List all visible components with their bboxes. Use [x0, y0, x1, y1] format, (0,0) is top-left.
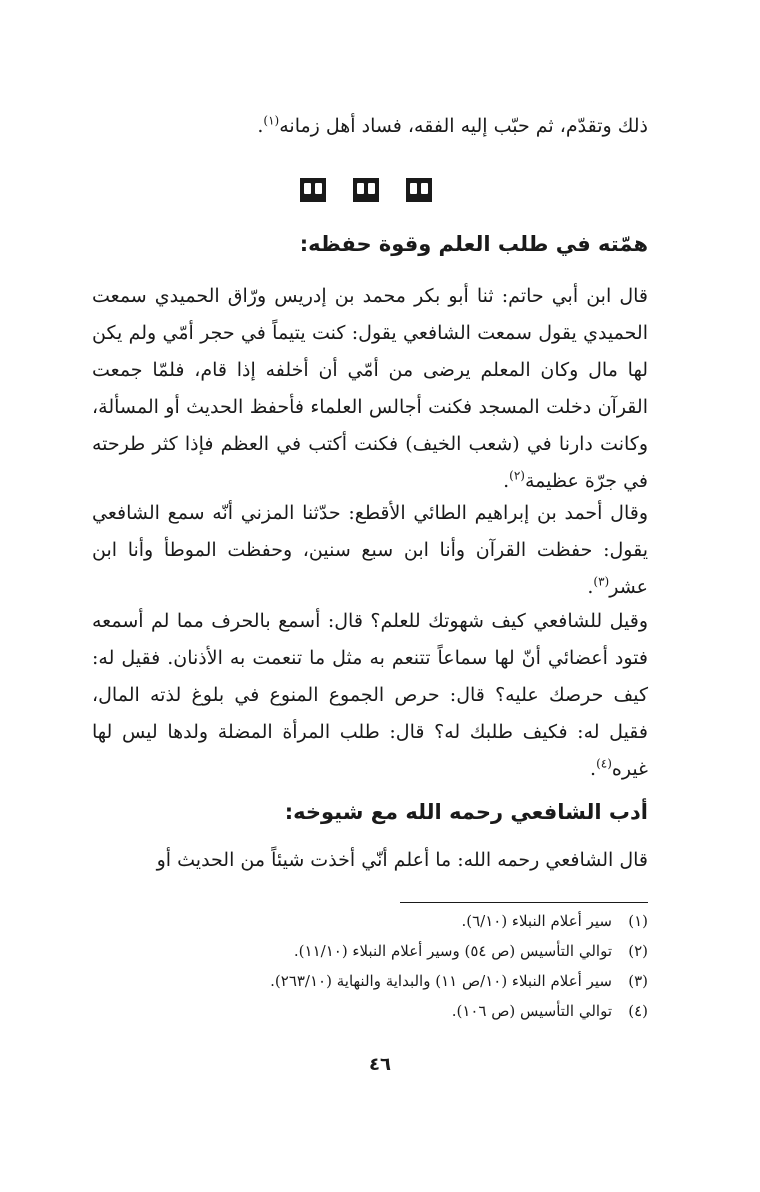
intro-text: ذلك وتقدّم، ثم حبّب إليه الفقه، فساد أهل زمانه [279, 115, 648, 137]
page-number: ٤٦ [369, 1054, 391, 1075]
footnote-item [92, 996, 648, 1026]
footnotes [92, 906, 648, 1026]
paragraph-hafiz-memory [92, 278, 648, 500]
paragraph-desire-for-knowledge [92, 603, 648, 788]
paragraph-text: وقيل للشافعي كيف شهوتك للعلم؟ قال: أسمع بالحرف مما لم أسمعه فتود أعضائي أنّ لها سماعاً تتنعم به مثل ما تنعمت به الأذنان. فقيل له: كيف حرصك عليه؟ قال: حرص الجموع المنوع في بلوغ لذته المال، فقيل له: فكيف طلبك له؟ قال: طلب المرأة المضلة ولدها ليس لها غيره [92, 610, 648, 780]
footnote-number: (١) [628, 912, 648, 930]
footnote-text: توالي التأسيس (ص ٥٤) وسير أعلام النبلاء (١١/١٠). [293, 942, 612, 960]
footnote-number: (٣) [628, 972, 648, 990]
footnote-ref-2[interactable]: (٢) [509, 468, 525, 483]
footnote-separator [400, 902, 648, 903]
footnote-text: سير أعلام النبلاء (١٠/ص ١١) والبداية والنهاية (٢٦٣/١٠). [270, 972, 612, 990]
footnote-item [92, 966, 648, 996]
paragraph-text: قال الشافعي رحمه الله: ما أعلم أنّي أخذت شيئاً من الحديث أو [156, 849, 648, 871]
footnote-item [92, 906, 648, 936]
intro-period: . [257, 115, 264, 137]
footnote-text: توالي التأسيس (ص ١٠٦). [451, 1002, 612, 1020]
footnote-ref-4[interactable]: (٤) [596, 756, 612, 771]
paragraph-quran-memorization [92, 495, 648, 606]
footnote-number: (٢) [628, 942, 648, 960]
book-ornament-icon [353, 178, 379, 202]
section-heading-knowledge: همّته في طلب العلم وقوة حفظه: [299, 232, 648, 256]
intro-paragraph [92, 108, 648, 145]
footnote-text: سير أعلام النبلاء (٦/١٠). [461, 912, 612, 930]
paragraph-text: قال ابن أبي حاتم: ثنا أبو بكر محمد بن إدريس ورّاق الحميدي سمعت الحميدي يقول سمعت الشافعي يقول: كنت يتيماً في حجر أمّي ولم يكن لها مال وكان المعلم يرضى من أمّي أن أخلفه إذا قام، فلمّا جمعت القرآن دخلت المسجد فكنت أجالس العلماء فأحفظ الحديث أو المسألة، وكانت دارنا في (شعب الخيف) فكنت أكتب في العظم فإذا كثر طرحته في جرّة عظيمة [92, 285, 648, 492]
book-ornament-icon [300, 178, 326, 202]
footnote-ref-3[interactable]: (٣) [593, 574, 610, 589]
paragraph-period: . [587, 576, 594, 598]
footnote-ref-1[interactable]: (١) [263, 113, 280, 128]
paragraph-period: . [503, 470, 510, 492]
section-heading-manners: أدب الشافعي رحمه الله مع شيوخه: [284, 800, 648, 824]
footnote-item [92, 936, 648, 966]
section-divider-ornaments [300, 178, 432, 202]
paragraph-text: وقال أحمد بن إبراهيم الطائي الأقطع: حدّثنا المزني أنّه سمع الشافعي يقول: حفظت القرآن وأنا ابن سبع سنين، وحفظت الموطأ وأنا ابن عشر [92, 502, 648, 598]
book-ornament-icon [406, 178, 432, 202]
paragraph-continuation [92, 842, 648, 879]
paragraph-period: . [590, 758, 597, 780]
footnote-number: (٤) [628, 1002, 648, 1020]
